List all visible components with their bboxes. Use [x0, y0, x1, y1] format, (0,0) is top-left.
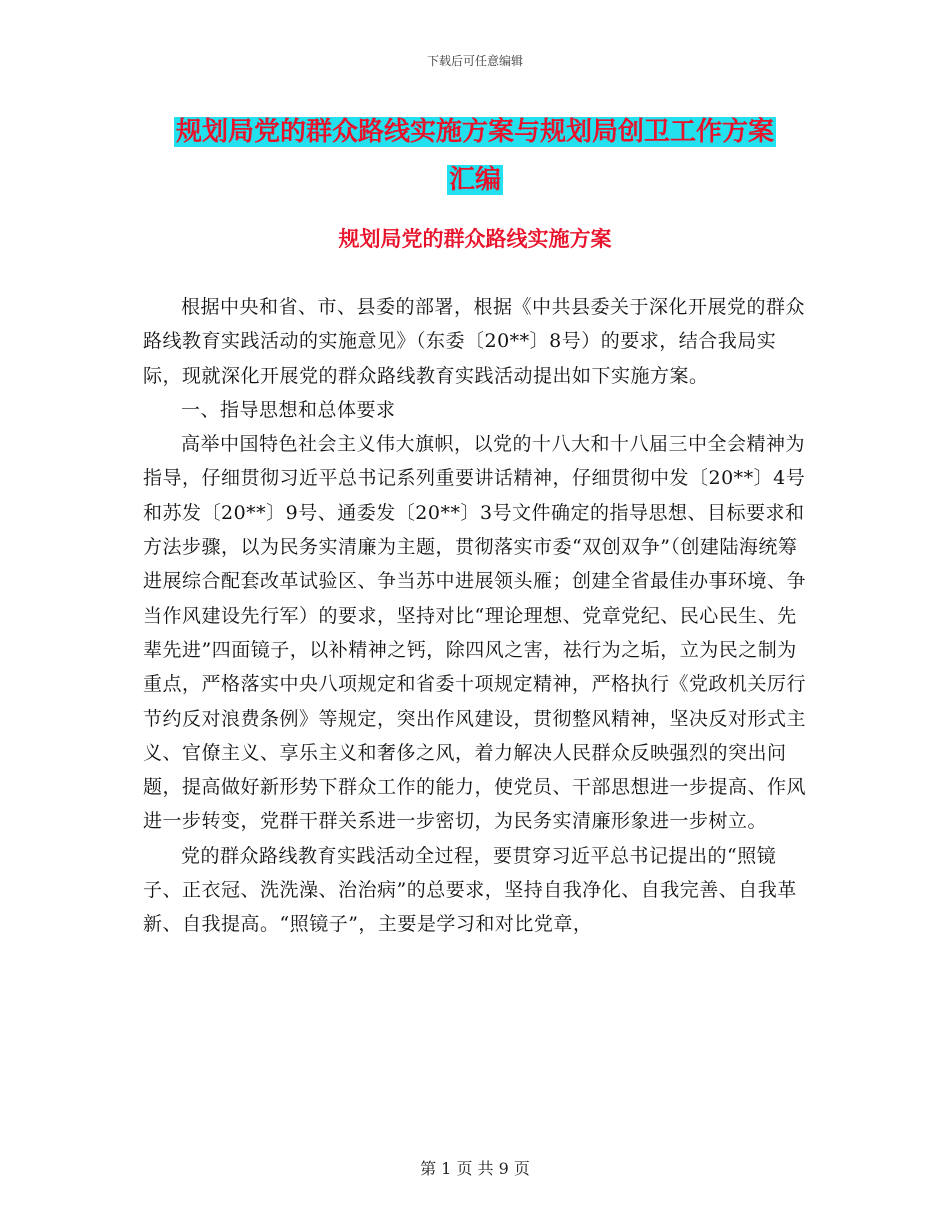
document-title-line-2: 汇编 — [448, 165, 501, 195]
body-text — [143, 290, 808, 942]
section-title: 规划局党的群众路线实施方案 — [338, 227, 612, 251]
paragraph-intro: 根据中央和省、市、县委的部署，根据《中共县委关于深化开展党的群众路线教育实践活动的实施意见》（东委〔20**〕8号）的要求，结合我局实际，现就深化开展党的群众路线教育实践活动提出如下实施方案。 — [143, 296, 806, 387]
paragraph-guiding-ideology: 高举中国特色社会主义伟大旗帜，以党的十八大和十八届三中全会精神为指导，仔细贯彻习近平总书记系列重要讲话精神，仔细贯彻中发〔20**〕4号和苏发〔20**〕9号、通委发〔20**〕3号文件确定的指导思想、目标要求和方法步骤，以为民务实清廉为主题，贯彻落实市委“双创双争”（创建陆海统筹进展综合配套改革试验区、争当苏中进展领头雁；创建全省最佳办事环境、争当作风建设先行军）的要求，坚持对比“理论理想、党章党纪、民心民生、先辈先进”四面镜子，以补精神之钙，除四风之害，祛行为之垢，立为民之制为重点，严格落实中央八项规定和省委十项规定精神，严格执行《党政机关厉行节约反对浪费条例》等规定，突出作风建设，贯彻整风精神，坚决反对形式主义、官僚主义、享乐主义和奢侈之风，着力解决人民群众反映强烈的突出问题，提高做好新形势下群众工作的能力，使党员、干部思想进一步提高、作风进一步转变，党群干群关系进一步密切，为民务实清廉形象进一步树立。 — [143, 433, 807, 833]
page-header-note: 下载后可任意编辑 — [426, 54, 523, 68]
page-number: 第 1 页 共 9 页 — [420, 1159, 530, 1178]
document-title-line-1: 规划局党的群众路线实施方案与规划局创卫工作方案 — [175, 117, 774, 147]
document-title — [0, 108, 950, 204]
paragraph-overall-requirements: 党的群众路线教育实践活动全过程，要贯穿习近平总书记提出的“照镜子、正衣冠、洗洗澡、治治病”的总要求，坚持自我净化、自我完善、自我革新、自我提高。“照镜子”，主要是学习和对比党章， — [143, 844, 797, 936]
paragraph-heading-guiding-ideology: 一、指导思想和总体要求 — [181, 398, 396, 421]
